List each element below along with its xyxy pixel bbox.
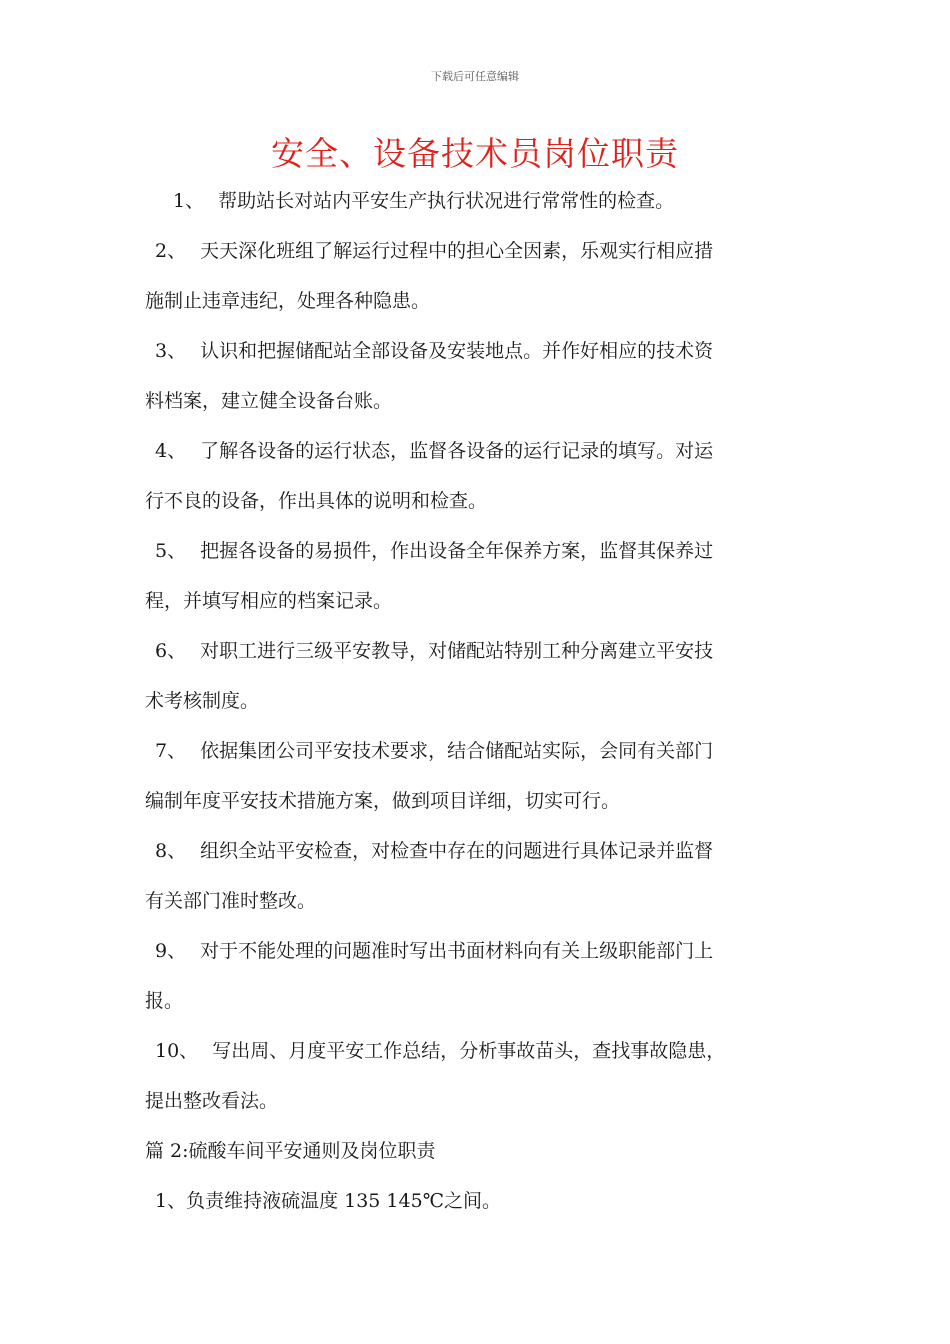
item-number: 4、 (155, 440, 187, 462)
item-number: 9、 (155, 940, 187, 962)
text-line (145, 976, 810, 1026)
item-number: 5、 (155, 540, 187, 562)
text-line (145, 626, 810, 676)
text-line (145, 876, 810, 926)
document-title: 安全、设备技术员岗位职责 (271, 134, 679, 173)
item-text: 对职工进行三级平安教导，对储配站特别工种分离建立平安技 (200, 640, 714, 662)
text-line (145, 826, 810, 876)
item-number: 8、 (155, 840, 187, 862)
text-line (145, 676, 810, 726)
text-line (145, 776, 810, 826)
text-line (145, 276, 810, 326)
text-line (145, 1176, 810, 1226)
item-number: 6、 (155, 640, 187, 662)
page-header-note: 下载后可任意编辑 (431, 70, 519, 83)
text-line (145, 226, 810, 276)
item-text: 对于不能处理的问题准时写出书面材料向有关上级职能部门上 (200, 940, 714, 962)
item-text: 把握各设备的易损件，作出设备全年保养方案，监督其保养过 (200, 540, 714, 562)
item-text: 写出周、月度平安工作总结，分析事故苗头，查找事故隐患， (212, 1040, 726, 1062)
text-line (145, 1076, 810, 1126)
item-number: 3、 (155, 340, 187, 362)
item-text: 有关部门准时整改。 (145, 890, 317, 912)
text-line (145, 326, 810, 376)
item-text: 料档案，建立健全设备台账。 (145, 390, 393, 412)
text-line (145, 526, 810, 576)
text-line (145, 576, 810, 626)
item-text: 施制止违章违纪，处理各种隐患。 (145, 290, 431, 312)
item-text: 认识和把握储配站全部设备及安装地点。并作好相应的技术资 (200, 340, 714, 362)
item-text: 术考核制度。 (145, 690, 260, 712)
text-line (145, 1126, 810, 1176)
item-number: 10、 (155, 1040, 199, 1062)
text-line (145, 176, 810, 226)
item-number: 1、 (173, 190, 205, 212)
text-line (145, 1026, 810, 1076)
item-number: 7、 (155, 740, 187, 762)
item-text: 报。 (145, 990, 184, 1012)
item-text: 帮助站长对站内平安生产执行状况进行常常性的检查。 (218, 190, 675, 212)
text-line (145, 926, 810, 976)
item-text: 1、负责维持液硫温度 135 145℃之间。 (155, 1190, 501, 1212)
item-text: 提出整改看法。 (145, 1090, 279, 1112)
document-body (145, 176, 810, 1226)
item-text: 组织全站平安检查，对检查中存在的问题进行具体记录并监督 (200, 840, 714, 862)
item-number: 2、 (155, 240, 187, 262)
item-text: 编制年度平安技术措施方案，做到项目详细，切实可行。 (145, 790, 621, 812)
item-text: 了解各设备的运行状态，监督各设备的运行记录的填写。对运 (200, 440, 714, 462)
text-line (145, 726, 810, 776)
item-text: 依据集团公司平安技术要求，结合储配站实际，会同有关部门 (200, 740, 714, 762)
item-text: 行不良的设备，作出具体的说明和检查。 (145, 490, 488, 512)
text-line (145, 376, 810, 426)
text-line (145, 476, 810, 526)
item-text: 篇 2:硫酸车间平安通则及岗位职责 (145, 1140, 436, 1162)
item-text: 程，并填写相应的档案记录。 (145, 590, 393, 612)
item-text: 天天深化班组了解运行过程中的担心全因素，乐观实行相应措 (200, 240, 714, 262)
text-line (145, 426, 810, 476)
